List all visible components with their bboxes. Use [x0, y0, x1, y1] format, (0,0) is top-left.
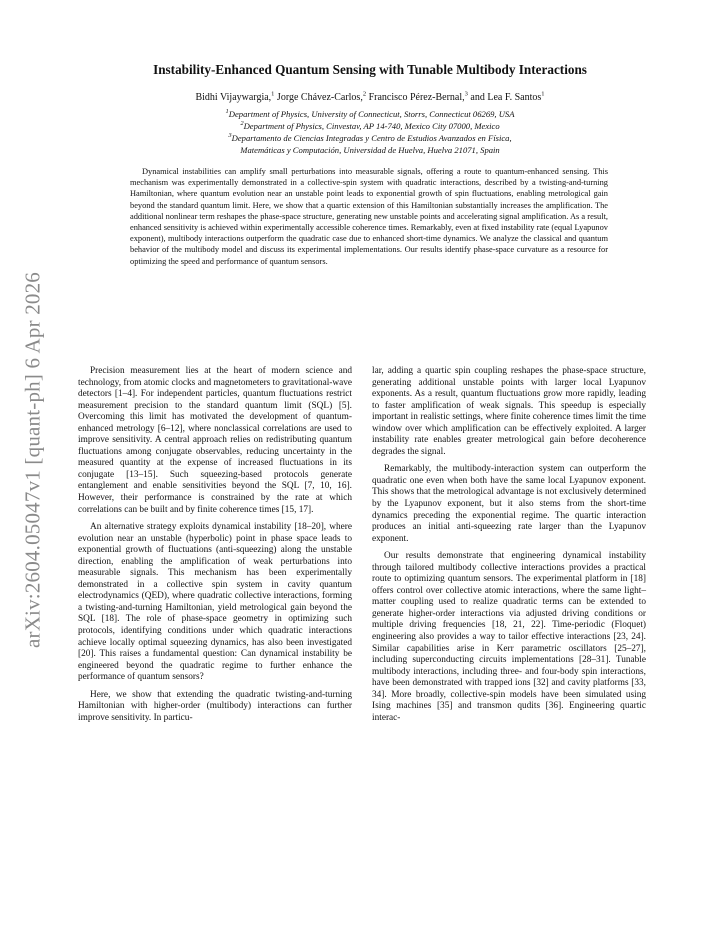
abstract: Dynamical instabilities can amplify small perturbations into measurable signals, offering a route to quantum-enhanced sensing. This mechanism was experimentally demonstrated in a collective-spin system with quadratic interactions, described by a twisting-and-turning Hamiltonian, where quantum evolution near an unstable point leads to exponential growth of spin fluctuations, enabling metrological gain beyond the standard quantum limit. Here, we show that a quartic extension of this Hamiltonian substantially increases the amplification. The additional nonlinear term reshapes the phase-space structure, generating new unstable points and accelerating signal amplification. As a result, enhanced sensitivity is achieved within experimentally accessible coherence times. Remarkably, even at fixed instability rate (equal Lyapunov exponent), multibody interactions outperform the quadratic case due to enhanced short-time dynamics. We analyze the classical and quantum behavior of the multibody model and discuss its experimental implementations. Our results identify phase-space curvature as a resource for optimizing the speed and performance of quantum sensors.: [130, 167, 608, 266]
author-name: Jorge Chávez-Carlos,$^2$: [276, 90, 367, 103]
body-paragraph: Remarkably, the multibody-interaction system can outperform the quadratic one even when both have the same local Lyapunov exponent. This shows that the metrological advantage is not exclusively determined by the Lyapunov exponent, but it also stems from the short-time dynamics preceding the exponential regime. The quartic interaction produces an initial anti-squeezing rate larger than the Lyapunov exponent.: [372, 464, 646, 544]
arxiv-identifier-stamp[interactable]: [18, 250, 48, 670]
body-paragraph: lar, adding a quartic spin coupling reshapes the phase-space structure, generating additional unstable points with larger local Lyapunov exponents. As a result, quantum fluctuations grow more rapidly, leading to faster amplification of weak signals. This speedup is especially important in realistic settings, where finite coherence times limit the time window over which amplification can be effectively exploited. A larger instability rate enables greater metrological gain before decoherence degrades the signal.: [372, 366, 646, 457]
affiliations: [120, 108, 620, 156]
affiliation-line: $^2$Department of Physics, Cinvestav, AP 14-740, Mexico City 07000, Mexico: [240, 120, 500, 131]
body-column-left: [78, 366, 352, 730]
body-paragraph: Precision measurement lies at the heart of modern science and technology, from atomic clocks and magnetometers to gravitational-wave detectors [1–4]. For independent particles, quantum fluctuations restrict measurement precision to the standard quantum limit (SQL) [5]. Overcoming this limit has motivated the development of quantum-enhanced metrology [6–12], where nonclassical correlations are used to improve sensitivity. A central approach relies on redistributing quantum fluctuations among conjugate observables, reducing uncertainty in the measured quantity at the expense of increased fluctuations in its conjugate [13–15]. Such squeezing-based protocols generate entanglement and enable sensitivities beyond the SQL [7, 10, 16]. However, their performance is constrained by the rate at which correlations can be built and by finite coherence times [15, 17].: [78, 366, 352, 515]
author-name: and Lea F. Santos$^1$: [470, 90, 545, 103]
body-column-right: [372, 366, 646, 730]
body-paragraph: Our results demonstrate that engineering dynamical instability through tailored multibody collective interactions provides a practical route to optimizing quantum sensors. The experimental platform in [18] offers control over collective atomic interactions, where the same light–matter coupling used to realize quadratic terms can be extended to generate higher-order interactions via adjusted driving conditions or multiple driving frequencies [18, 21, 22]. Time-periodic (Floquet) engineering also provides a way to tailor effective interactions [23, 24]. Similar capabilities arise in Kerr parametric oscillators [25–27], including superconducting circuits implementations [28–31]. Tunable multibody interactions, including three- and four-body spin interactions, have been demonstrated with trapped ions [32] and cavity platforms [33, 34]. More broadly, collective-spin models have been simulated using Ising machines [35] and transmon qudits [36]. Engineering quartic interac-: [372, 551, 646, 723]
author-name: Bidhi Vijaywargia,$^1$: [195, 90, 275, 103]
author-name: Francisco Pérez-Bernal,$^3$: [368, 90, 468, 103]
affiliation-line: $^3$Departamento de Ciencias Integradas y Centro de Estudios Avanzados en Física,: [228, 132, 512, 143]
affiliation-line: Matemáticas y Computación, Universidad de Huelva, Huelva 21071, Spain: [240, 145, 500, 155]
body-paragraph: An alternative strategy exploits dynamical instability [18–20], where evolution near an unstable (hyperbolic) point in phase space leads to exponential growth of fluctuations (anti-squeezing) along the unstable direction, enabling the amplification of weak perturbations into measurable signals. This mechanism has been experimentally demonstrated in a collective spin system in cavity quantum electrodynamics (QED), where quadratic collective interactions, forming a twisting-and-turning Hamiltonian, yield metrological gain beyond the SQL [18]. The role of phase-space geometry in optimizing such protocols, identifying conditions under which quadratic interactions achieve locally optimal squeezing dynamics, has also been investigated [20]. This raises a fundamental question: Can dynamical instability be engineered beyond the quadratic regime to further enhance the performance of quantum sensors?: [78, 522, 352, 683]
paper-title: Instability-Enhanced Quantum Sensing with Tunable Multibody Interactions: [153, 62, 587, 77]
arxiv-identifier-text: arXiv:2604.05047v1 [quant-ph] 6 Apr 2026: [20, 271, 45, 649]
author-list: [80, 92, 660, 103]
body-paragraph: Here, we show that extending the quadratic twisting-and-turning Hamiltonian with higher-order (multibody) interactions can further improve sensitivity. In particu-: [78, 689, 352, 723]
affiliation-line: $^1$Department of Physics, University of Connecticut, Storrs, Connecticut 06269, USA: [225, 108, 515, 119]
